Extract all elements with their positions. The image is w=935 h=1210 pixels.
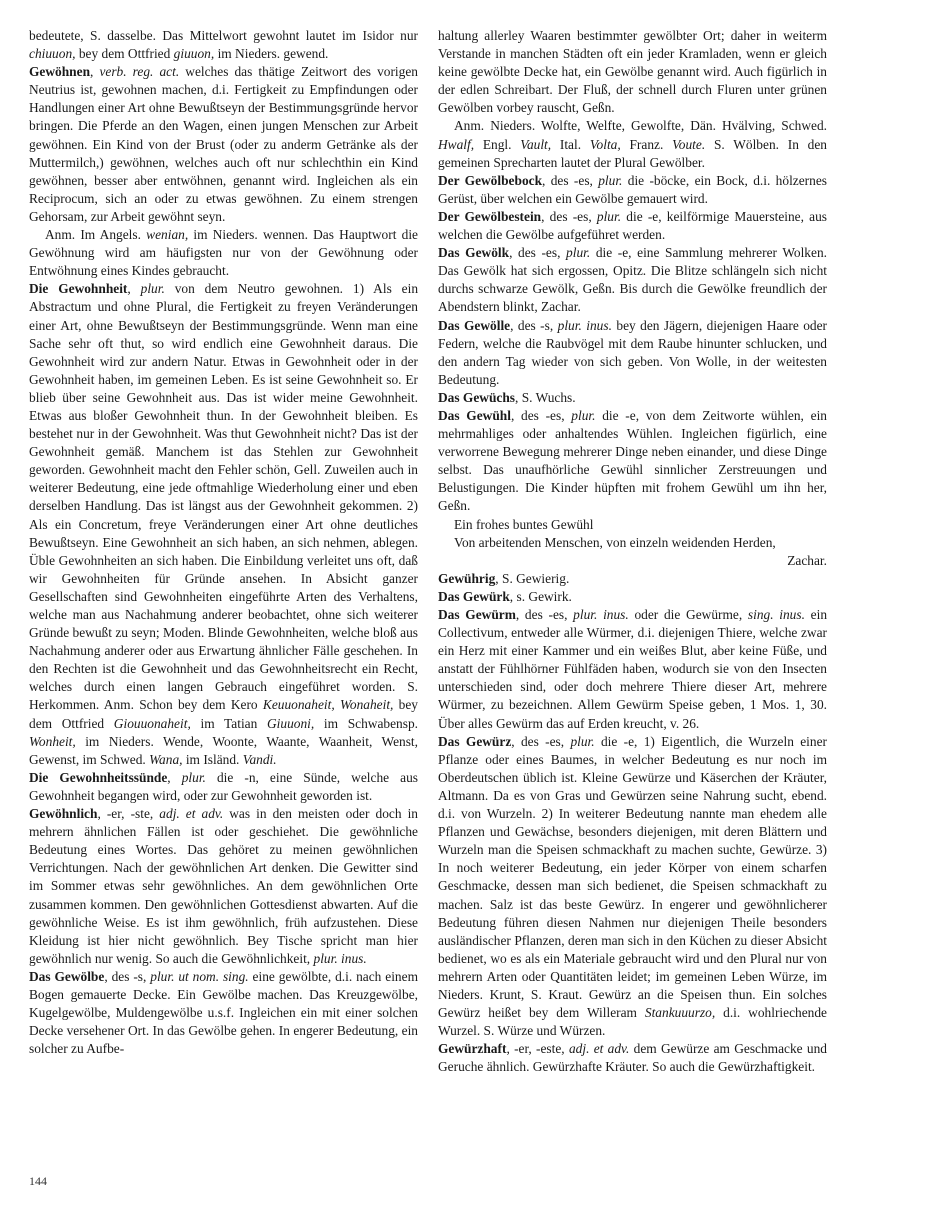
entry-text: die -böcke, ein Bock, d.i. hölzernes Gerüst, über welchen ein Gewölbe gemauert wird. <box>438 172 827 206</box>
entry-text: , -er, -este, <box>506 1041 569 1057</box>
entry-italic: Voute. <box>672 136 706 152</box>
entry-annotation <box>438 117 827 171</box>
entry-text: im Nieders. wennen. Das Hauptwort die Gewöhnung wird am häufigsten nur von der Gewöhnung oder Entwöhnung eines Kindes gebraucht. <box>29 227 418 279</box>
entry-text: , S. Gewierig. <box>495 570 570 586</box>
entry-text: , des -s, <box>104 968 151 984</box>
grammar-note: plur. <box>598 172 623 188</box>
entry-text: , -er, -ste, <box>97 806 160 822</box>
entry-italic: Vandi. <box>242 751 277 767</box>
grammar-note: plur. <box>181 769 206 785</box>
entry-gewuerz <box>438 733 827 1041</box>
entry-text: welches das thätige Zeitwort des vorigen Neutrius ist, gewohnen machen, d.i. Fertigkeit zu Empfindungen oder Handlungen einer Art ohne Bewußtseyn der Bestimmungsgründe hervor bringen. Die Pferde an den Wagen, einen jungen Menschen zur Arbeit gewöhnen. Ein Kind von der Brust (oder zu anderm Getränke als der Muttermilch,) gewöhnen, welches auch oft nur schlechthin ein Kind gewöhnen, besser aber entwöhnen, genannt wird. Ingleichen als ein Reciprocum, sich an oder zu etwas gewöhnen. Zu einem strengen Gehorsam, zur Arbeit gewöhnt seyn. <box>29 64 418 224</box>
entry-italic: Hwalf, <box>438 136 475 152</box>
entry-text: , des -es, <box>511 733 571 749</box>
entry-text: dem Gewürze am Geschmacke und Geruche ähnlich. Gewürzhafte Kräuter. So auch die Gewürzhaftigkeit. <box>438 1041 827 1075</box>
entry-gewoelk <box>438 244 827 316</box>
headword: Der Gewölbebock <box>438 172 543 188</box>
entry-text: ein Collectivum, entweder alle Würmer, d.i. diejenigen Thiere, welche zwar ein Herz mit einer Kammer und ein weißes Blut, aber keine Füße, und anstatt der Fühlhörner Fühlfäden haben, wodurch sie von den Insecten unterschieden sind, oder doch mehrere Thiere dieser Art, mehrere Würmer, zu bezeichnen. Allem Gewürm Speise geben, 1 Mos. 1, 30. Über alles Gewürm das auf Erden kreucht, v. 26. <box>438 607 828 731</box>
entry-text: haltung allerley Waaren bestimmter gewölbter Ort; daher in weiterm Verstande in manchen Städten oft ein jeder Kramladen, wenn er gleich keine gewölbte Decke hat, ein Gewölbe genannt wird. Auch figürlich in der edlen Schreibart. Der Fluß, der schnell durch Fluren unter grünen Gewölben vorbey rauscht, Geßn. <box>438 28 827 116</box>
grammar-note: adj. et adv. <box>568 1041 630 1057</box>
headword: Die Gewohnheitssünde <box>29 769 168 785</box>
grammar-note: plur. ut nom. sing. <box>150 968 249 984</box>
grammar-note: plur. <box>140 281 165 297</box>
entry-text: bey dem Ottfried <box>29 697 418 731</box>
verse-line: Von arbeitenden Menschen, von einzeln weidenden Herden, <box>454 534 776 550</box>
entry-gewoehnen: Gewöhnen, verb. reg. act. welches das thätige Zeitwort des vorigen Neutrius ist, gewohnen machen, d.i. Fertigkeit zu Empfindungen oder Handlungen einer Art ohne Bewußtseyn der Bestimmungsgründe hervor bringen. Die Pferde an den Wagen, einen jungen Menschen zur Arbeit gewöhnen. Ein Kind von der Brust (oder zu anderm Getränke als der Muttermilch,) gewöhnen, welches auch oft nur schlechthin ein Kind gewöhnen, besser aber entwöhnen, genannt wird. Ingleichen als ein Reciprocum, sich an oder zu etwas gewöhnen. Zu einem strengen Gehorsam, zur Arbeit gewöhnt seyn. <box>29 64 418 224</box>
entry-italic: Keuuonaheit, Wonaheit, <box>262 697 394 713</box>
entry-text: Anm. Im Angels. <box>45 227 147 243</box>
headword: Gewöhnen <box>29 64 91 80</box>
entry-gewuehl <box>438 407 827 516</box>
grammar-note: plur. <box>596 208 622 224</box>
grammar-note: plur. <box>566 245 591 261</box>
entry-italic: Wana, <box>149 751 183 767</box>
grammar-note: adj. et adv. <box>159 806 224 822</box>
headword: Das Gewürm <box>438 607 516 622</box>
entry-text: bey dem Ottfried <box>75 46 174 62</box>
entry-text: d.i. wohlriechende Wurzel. S. Würze und Würzen. <box>438 1005 827 1039</box>
verse-line: Ein frohes buntes Gewühl <box>454 516 594 532</box>
entry-text: im Isländ. <box>182 751 243 767</box>
headword: Das Gewühl <box>438 407 511 423</box>
entry-gewohnheit: Die Gewohnheit, plur. von dem Neutro gewohnen. 1) Als ein Abstractum und ohne Plural, die Fertigkeit zu freyen Veränderungen einer Art, ohne Bewußtseyn der Bestimmungsgründe. Wenn man eine Sache sehr oft thut, so wird endlich eine Gewohnheit daraus. Die Gewohnheit wird zur andern Natur. Etwas in Gewohnheit oder in der Gewohnheit haben, im gemeinen Leben. Es ist seine Gewohnheit so. Er blieb über seine Gewohnheit aus. Das ist wider meine Gewohnheit. Etwas aus bloßer Gewohnheit thun. In der Gewohnheit bleiben. Es bestehet nur in der Gewohnheit. Was thut Gewohnheit nicht? Das ist der Gewohnheit gemäß. Manchem ist das Stehlen zur Gewohnheit geworden. Gewohnheit macht den Fehler schön, Gell. Zuweilen auch in weiterer Bedeutung, eine jede oftmahlige Wiederholung einer und eben derselben Handlung. Das ist längst aus der Gewohnheit gekommen. 2) Als ein Concretum, freye Veränderungen einer Art ohne deutliches Bewußtseyn. Eine Gewohnheit an sich haben, an sich nehmen, ablegen. Üble Gewohnheiten an sich haben. Die Einbildung verleitet uns oft, daß wir Gewohnheiten für Gründe ansehen. In Absicht ganzer Gesellschaften sind Gewohnheiten eingeführte Arten des Verhaltens, welche man aus Nachahmung anderer beobachtet, ohne sich weiterer Gründe bewußt zu seyn; Moden. Blinde Gewohnheiten, welche bloß aus Nachahmung anderer oder aus Erwartung ähnlicher Fälle geschehen. In den Rechten ist die Gewohnheit und das Gewohnheitsrecht ein Recht, welches durch einen langen Gebrauch eingeführet worden. S. Herkommen. Anm. Schon bey dem Kero Keuuonaheit, Wonaheit, bey dem Ottfried Giouuonaheit, im Tatian Giuuoni, im Schwabensp. Wonheit, im Nieders. Wende, Woonte, Waante, Waanheit, Wenst, Gewenst, im Schwed. Wana, im Isländ. Vandi. <box>29 281 419 767</box>
entry-text: die -e, eine Sammlung mehrerer Wolken. Das Gewölk hat sich ergossen, Opitz. Die Blitze schlängeln sich nicht durchs schwarze Gewölk, Geßn. Bis durch die Gewölke freundlich der Abendstern blinkt, Zachar. <box>438 245 827 315</box>
entry-text: S. Wölben. In den gemeinen Sprecharten lautet der Plural Gewölber. <box>438 136 827 170</box>
entry-text: im Nieders. gewend. <box>214 46 329 62</box>
entry-gewuechs <box>438 389 827 407</box>
headword: Das Gewölk <box>438 245 510 261</box>
entry-text: die -n, eine Sünde, welche aus Gewohnheit begangen wird, oder zur Gewohnheit geworden ist. <box>29 769 418 803</box>
entry-text: eine gewölbte, d.i. nach einem Bogen gemauerte Decke. Ein Gewölbe machen. Das Kreuzgewölbe, Kugelgewölbe, Muldengewölbe u.s.f. Ingleichen ein mit einer solchen Decke versehener Ort. In das Gewölbe gehen. In engerer Bedeutung, ein solcher zu Aufbe- <box>29 968 418 1057</box>
entry-text: im Schwabensp. <box>314 715 419 731</box>
entry-italic: giuuon, <box>173 46 215 62</box>
entry-text: die -e, von dem Zeitworte wühlen, ein mehrmahliges oder anhaltendes Wühlen. Ingleichen figürlich, eine verworrene Bewegung mehrerer Dinge neben einander, und diese Dinge selbst. Das unaufhörliche Gewühl sinnlicher Zerstreuungen und Belustigungen. Die Kinder hüpften mit frohem Gewühl um ihn her, Geßn. <box>438 407 827 514</box>
entry-text: bedeutete, S. dasselbe. Das Mittelwort gewohnt lautet im Isidor nur <box>29 28 418 43</box>
grammar-note: verb. reg. act. <box>99 64 180 80</box>
page-number: 144 <box>29 1174 47 1188</box>
entry-gewuerzhaft <box>438 1040 827 1076</box>
entry-text: , s. Gewirk. <box>509 588 572 604</box>
grammar-note: plur. inus. <box>557 317 612 333</box>
entry-italic: Vault, <box>520 136 552 152</box>
entry-text: die -e, 1) Eigentlich, die Wurzeln einer Pflanze oder eines Baumes, in welcher Bedeutung es nur noch im Oberdeutschen üblich ist. Kleine Gewürze und Käserchen der Kräuter, Altmann. Da es von Gras und Gewürzen seine Nahrung sucht, ebend. d.i. von Wurzeln. 2) In weiterer Bedeutung nannte man ehedem alle Pflanzen und Gewächse, besonders diejenigen, mit deren Blättern und Wurzeln man die Speisen schmackhaft zu machen suchte, Gewürze. 3) In noch weiterer Bedeutung, ein jeder Körper von einem scharfen Geschmacke, dessen man sich bedienet, die Speisen schmackhaft zu machen. Salz ist das beste Gewürz. In engerer und gewöhnlicherer Bedeutung führen diesen Nahmen nur diejenigen Theile besonders ausländischer Pflanzen, deren man sich in den Küchen zu dieser Absicht bedienet, wo es als ein Materiale gebraucht wird und den Plural nur von mehrern Arten oder Quantitäten leidet; im gemeinen Leben Würze, im Nieders. Krunt, S. Kraut. Gewürz an die Speisen thun. Ein solches Gewürz heißet bey dem Willeram <box>438 733 828 1021</box>
entry-gewuehrig <box>438 570 827 588</box>
entry-text: was in den meisten oder doch in mehrern ähnlichen Fällen ist oder geschiehet. Die gewöhnliche Bedeutung eines Wortes. Das gehöret zu meinen gewöhnlichen Verrichtungen. Nach der gewöhnlichen Art denken. Die Gewitter sind im Sommer etwas sehr gewöhnliches. An dem gewöhnlichen Orte zusammen kommen. Den gewöhnlichen Gottesdienst abwarten. Auf die gewöhnliche Weise. Es ist ihm gewöhnlich, früh aufzustehen. Diese Kleidung ist hier nicht gewöhnlich. Bey Tische spricht man hier gewöhnlich nur wenig. So auch die Gewöhnlichkeit, <box>29 806 418 966</box>
entry-text: im Nieders. Wende, Woonte, Waante, Waanheit, Wenst, Gewenst, im Schwed. <box>29 733 418 767</box>
left-column <box>29 27 418 1058</box>
headword: Das Gewürz <box>438 733 512 749</box>
entry-gewoelbe <box>29 968 418 1058</box>
entry-italic: Giuuoni, <box>266 715 315 731</box>
headword: Die Gewohnheit <box>29 281 128 297</box>
entry-text: , des -es, <box>509 245 567 261</box>
headword: Gewöhnlich <box>29 806 98 822</box>
entry-text: Ital. <box>551 136 590 152</box>
entry-italic: Wonheit, <box>29 733 76 749</box>
grammar-note: sing. inus. <box>747 607 805 622</box>
grammar-note: plur. <box>571 407 596 423</box>
entry-text: Franz. <box>620 136 673 152</box>
entry-gewuerk <box>438 588 827 606</box>
headword: Das Gewürk <box>438 588 510 604</box>
entry-text: , des -es, <box>510 407 572 423</box>
right-column <box>438 27 827 1076</box>
entry-text: , S. Wuchs. <box>515 389 576 405</box>
entry-text: oder die Gewürme, <box>628 607 748 622</box>
entry-text: , des -es, <box>542 172 599 188</box>
entry-gewoelbestein <box>438 208 827 244</box>
headword: Das Gewölle <box>438 317 511 333</box>
entry-continuation <box>438 27 827 117</box>
entry-italic: Stankuuurzo, <box>644 1005 716 1021</box>
entry-italic: chiuuon, <box>29 46 76 62</box>
entry-text: , des -es, <box>515 607 574 622</box>
entry-text: , des -s, <box>510 317 558 333</box>
entry-gewoehnlich <box>29 805 418 968</box>
entry-text: , des -es, <box>541 208 597 224</box>
grammar-note: plur. inus. <box>573 607 629 622</box>
grammar-note: plur. <box>570 733 595 749</box>
entry-continuation <box>29 27 418 63</box>
entry-gewuerm <box>438 606 827 733</box>
grammar-note: plur. inus. <box>313 950 367 966</box>
entry-text: Engl. <box>474 136 521 152</box>
verse-source: Zachar. <box>787 552 827 568</box>
entry-italic: Giouuonaheit, <box>113 715 191 731</box>
headword: Das Gewüchs <box>438 389 516 405</box>
entry-text: die -e, keilförmige Mauersteine, aus welchen die Gewölbe aufgeführet werden. <box>438 208 828 243</box>
entry-text: von dem Neutro gewohnen. 1) Als ein Abstractum und ohne Plural, die Fertigkeit zu freyen Veränderungen einer Art, ohne Bewußtseyn der Bestimmungsgründe. Wenn man eine Sache sehr oft thut, so wird endlich eine Gewohnheit daraus. Die Gewohnheit wird zur andern Natur. Etwas in Gewohnheit oder in der Gewohnheit haben, im gemeinen Leben. Es ist seine Gewohnheit so. Er blieb über seine Gewohnheit aus. Das ist wider meine Gewohnheit. Etwas aus bloßer Gewohnheit thun. In der Gewohnheit bleiben. Es bestehet nur in der Gewohnheit. Was thut Gewohnheit nicht? Das ist der Gewohnheit gemäß. Manchem ist das Stehlen zur Gewohnheit geworden. Gewohnheit macht den Fehler schön, Gell. Zuweilen auch in weiterer Bedeutung, eine jede oftmahlige Wiederholung einer und eben derselben Handlung. Das ist längst aus der Gewohnheit gekommen. 2) Als ein Concretum, freye Veränderungen einer Art ohne deutliches Bewußtseyn. Eine Gewohnheit an sich haben, an sich nehmen, ablegen. Üble Gewohnheiten an sich haben. Die Einbildung verleitet uns oft, daß wir Gewohnheiten für Gründe ansehen. In Absicht ganzer Gesellschaften sind Gewohnheiten eingeführte Arten des Verhaltens, welche man aus Nachahmung anderer beobachtet, ohne sich weiterer Gründe bewußt zu seyn; Moden. Blinde Gewohnheiten, welche bloß aus Nachahmung anderer oder aus Erwartung ähnlicher Fälle geschehen. In den Rechten ist die Gewohnheit und das Gewohnheitsrecht ein Recht, welches durch einen langen Gebrauch eingeführet worden. S. Herkommen. Anm. Schon bey dem Kero <box>29 281 419 713</box>
entry-gewoelbebock <box>438 172 827 208</box>
entry-annotation <box>29 226 418 280</box>
entry-gewoelle <box>438 317 827 389</box>
entry-italic: wenian, <box>146 227 189 243</box>
entry-text: bey den Jägern, diejenigen Haare oder Federn, welche die Raubvögel mit dem Raube hinunter schlucken, und den andern Tag wieder von sich geben. Von Wolle, in der weitesten Bedeutung. <box>438 317 828 387</box>
entry-text: Anm. Nieders. Wolfte, Welfte, Gewolfte, Dän. Hvälving, Schwed. <box>454 118 827 134</box>
headword: Gewürzhaft <box>438 1041 507 1057</box>
headword: Der Gewölbestein <box>438 208 542 224</box>
entry-italic: Volta, <box>589 136 621 152</box>
headword: Das Gewölbe <box>29 968 105 984</box>
headword: Gewührig <box>438 570 496 586</box>
entry-text: im Tatian <box>190 715 267 731</box>
entry-gewohnheitssuende: Die Gewohnheitssünde, plur. die -n, eine Sünde, welche aus Gewohnheit begangen wird, oder zur Gewohnheit geworden ist. <box>29 769 418 803</box>
